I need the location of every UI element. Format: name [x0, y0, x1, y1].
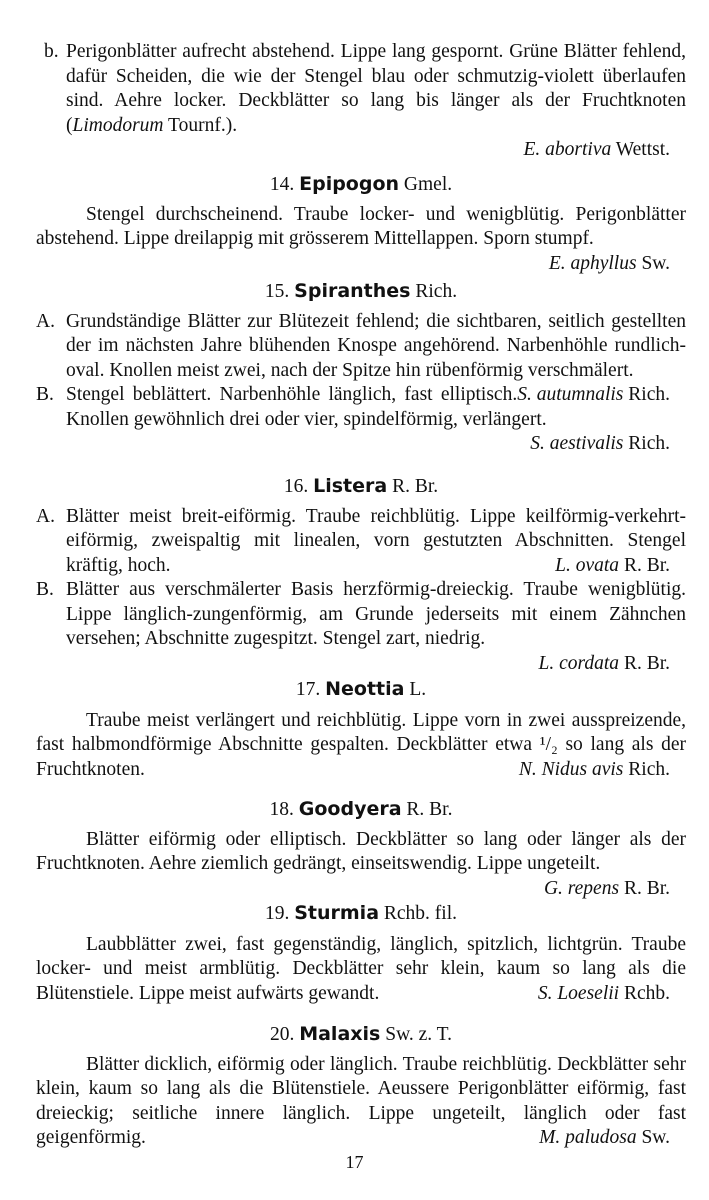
key-text: Stengel beblättert. Narbenhöhle länglich, fast elliptisch. Knollen gewöhnlich drei oder vier, spindelförmig, verlängert. — [66, 384, 547, 430]
key-mark: A. — [36, 310, 55, 332]
species-name: L. cordata — [538, 652, 620, 674]
species-author: Sw. — [636, 252, 670, 274]
genus-section-sturmia — [36, 901, 686, 1006]
description-text: Stengel durchscheinend. Traube locker- und wenigblütig. Perigonblätter abstehend. Lippe dreilappig mit grösserem Mittellappen. Sporn stumpf. — [36, 203, 686, 249]
entry-b-limodorum — [36, 40, 686, 163]
key-text-end: Tournf.). — [163, 114, 238, 136]
genus-description — [36, 709, 686, 783]
genus-name: Listera — [313, 475, 388, 497]
description-text: Blätter eiförmig oder elliptisch. Deckblätter so lang oder länger als der Fruchtknoten. Aehre ziemlich gedrängt, einseitswendig. Lippe ungeteilt. — [36, 828, 686, 874]
description-text: Traube meist verlängert und reichblütig. Lippe vorn in zwei ausspreizende, fast halbmondförmige Abschnitte gespalten. Deckblätter etwa — [36, 709, 686, 755]
species-author: Rich. — [623, 433, 670, 454]
species-name: S. autumnalis — [517, 384, 624, 405]
genus-heading — [36, 474, 686, 500]
species-author: R. Br. — [619, 554, 670, 576]
genus-author: R. Br. — [392, 476, 439, 497]
species-line — [555, 554, 686, 579]
description-text: Blätter dicklich, eiförmig oder länglich. Traube reichblütig. Deckblätter sehr klein, kaum so lang als die Blütenstiele. Aeussere Perigonblätter eiförmig, fast dreieckig; seitliche innere länglich. Lippe ungeteilt, länglich oder fast geigenförmig. — [36, 1053, 686, 1148]
species-name: S. Loeselii — [537, 982, 620, 1004]
genus-name: Neottia — [325, 678, 405, 700]
species-line — [499, 252, 686, 277]
species-name: N. Nidus avis — [518, 758, 624, 780]
genus-section-epipogon — [36, 172, 686, 276]
genus-number: 16. — [283, 476, 309, 497]
species-author: Rich. — [623, 384, 670, 405]
species-line — [66, 652, 686, 677]
species-author: Rchb. — [619, 982, 670, 1004]
genus-description — [36, 933, 686, 1007]
genus-heading — [36, 279, 686, 305]
genus-description — [36, 828, 686, 899]
genus-section-spiranthes — [36, 279, 686, 457]
genus-description — [36, 1053, 686, 1151]
species-line — [469, 758, 686, 783]
species-name: E. aphyllus — [548, 252, 637, 274]
key-mark: B. — [36, 579, 54, 600]
key-text: Blätter aus verschmälerter Basis herzförmig-dreieckig. Traube wenigblütig. Lippe länglich-zungenförmig, am Grunde jederseits mit einem Zähnchen versehen; Abschnitte zugespitzt. Stengel zart, niedrig. — [66, 579, 686, 649]
species-line — [530, 432, 686, 457]
genus-name: Malaxis — [299, 1023, 381, 1045]
species-line — [489, 1126, 686, 1151]
genus-number: 18. — [269, 799, 294, 820]
species-line — [494, 877, 686, 902]
species-name: M. paludosa — [539, 1127, 637, 1148]
genus-section-listera — [36, 474, 686, 676]
species-author: Wettst. — [611, 139, 670, 160]
key-text: Perigonblätter aufrecht abstehend. Lippe lang gespornt. Grüne Blätter fehlend, dafür Scheiden, die wie der Stengel blau oder schmutzig-violett überlaufen sind. Aehre locker. Deckblätter so lang bis länger als der Fruchtknoten ( — [66, 41, 686, 136]
genus-author: Rchb. fil. — [383, 903, 458, 924]
genus-author: L. — [409, 679, 427, 700]
genus-heading — [36, 797, 686, 823]
genus-name: Goodyera — [298, 798, 402, 820]
genus-author: R. Br. — [406, 799, 453, 820]
genus-section-goodyera — [36, 797, 686, 901]
genus-heading — [36, 677, 686, 703]
genus-number: 17. — [295, 679, 321, 700]
key-text: Blätter meist breit-eiförmig. Traube reichblütig. Lippe keilförmig-verkehrt-eiförmig, zweispaltig mit linealen, vorn gestutzten Abschnitten. Stengel kräftig, hoch. — [66, 505, 686, 576]
species-name: L. ovata — [555, 554, 620, 576]
genus-author: Rich. — [415, 281, 458, 302]
genus-author: Sw. z. T. — [385, 1024, 453, 1045]
key-item-a — [36, 505, 686, 579]
key-item-b — [36, 40, 686, 163]
species-name: S. aestivalis — [530, 433, 624, 454]
genus-section-malaxis — [36, 1022, 686, 1151]
key-text: Grundständige Blätter zur Blütezeit fehlend; die sichtbaren, seitlich gestellten der im nächsten Jahre blühenden Knospe angehörend. Narbenhöhle rundlich-oval. Knollen meist zwei, nach der Spitze hin rübenförmig verschmälert. — [66, 310, 686, 381]
genus-section-neottia — [36, 677, 686, 782]
genus-number: 14. — [269, 174, 295, 195]
genus-author: Gmel. — [403, 174, 453, 195]
genus-name: Sturmia — [294, 902, 380, 924]
genus-name: Epipogon — [299, 173, 400, 195]
species-author: R. Br. — [619, 652, 670, 674]
genus-ref: Limodorum — [72, 114, 164, 136]
description-text: so lang als der Fruchtknoten. — [36, 734, 687, 780]
page-number: 17 — [345, 1152, 364, 1172]
species-line — [488, 982, 686, 1007]
species-author: Rich. — [623, 758, 670, 780]
genus-description — [36, 203, 686, 274]
species-name: E. abortiva — [523, 139, 612, 160]
key-item-a — [36, 310, 686, 405]
genus-heading — [36, 1022, 686, 1048]
key-mark: A. — [36, 505, 55, 527]
genus-number: 15. — [264, 281, 290, 302]
genus-number: 20. — [269, 1024, 295, 1045]
genus-heading — [36, 172, 686, 198]
key-mark: b. — [44, 41, 59, 62]
genus-heading — [36, 901, 686, 927]
species-name: G. repens — [543, 877, 620, 899]
key-item-b — [36, 578, 686, 676]
key-mark: B. — [36, 384, 54, 405]
description-text: Laubblätter zwei, fast gegenständig, länglich, spitzlich, lichtgrün. Traube locker- und meist armblütig. Deckblätter sehr klein, kaum so lang als die Blütenstiele. Lippe meist aufwärts gewandt. — [36, 933, 686, 1004]
key-item-b — [36, 383, 686, 454]
species-line — [66, 138, 686, 163]
species-author: Sw. — [636, 1127, 670, 1148]
genus-number: 19. — [264, 903, 290, 924]
species-author: R. Br. — [619, 877, 670, 899]
fraction: ¹/₂ — [539, 734, 558, 755]
genus-name: Spiranthes — [294, 280, 411, 302]
